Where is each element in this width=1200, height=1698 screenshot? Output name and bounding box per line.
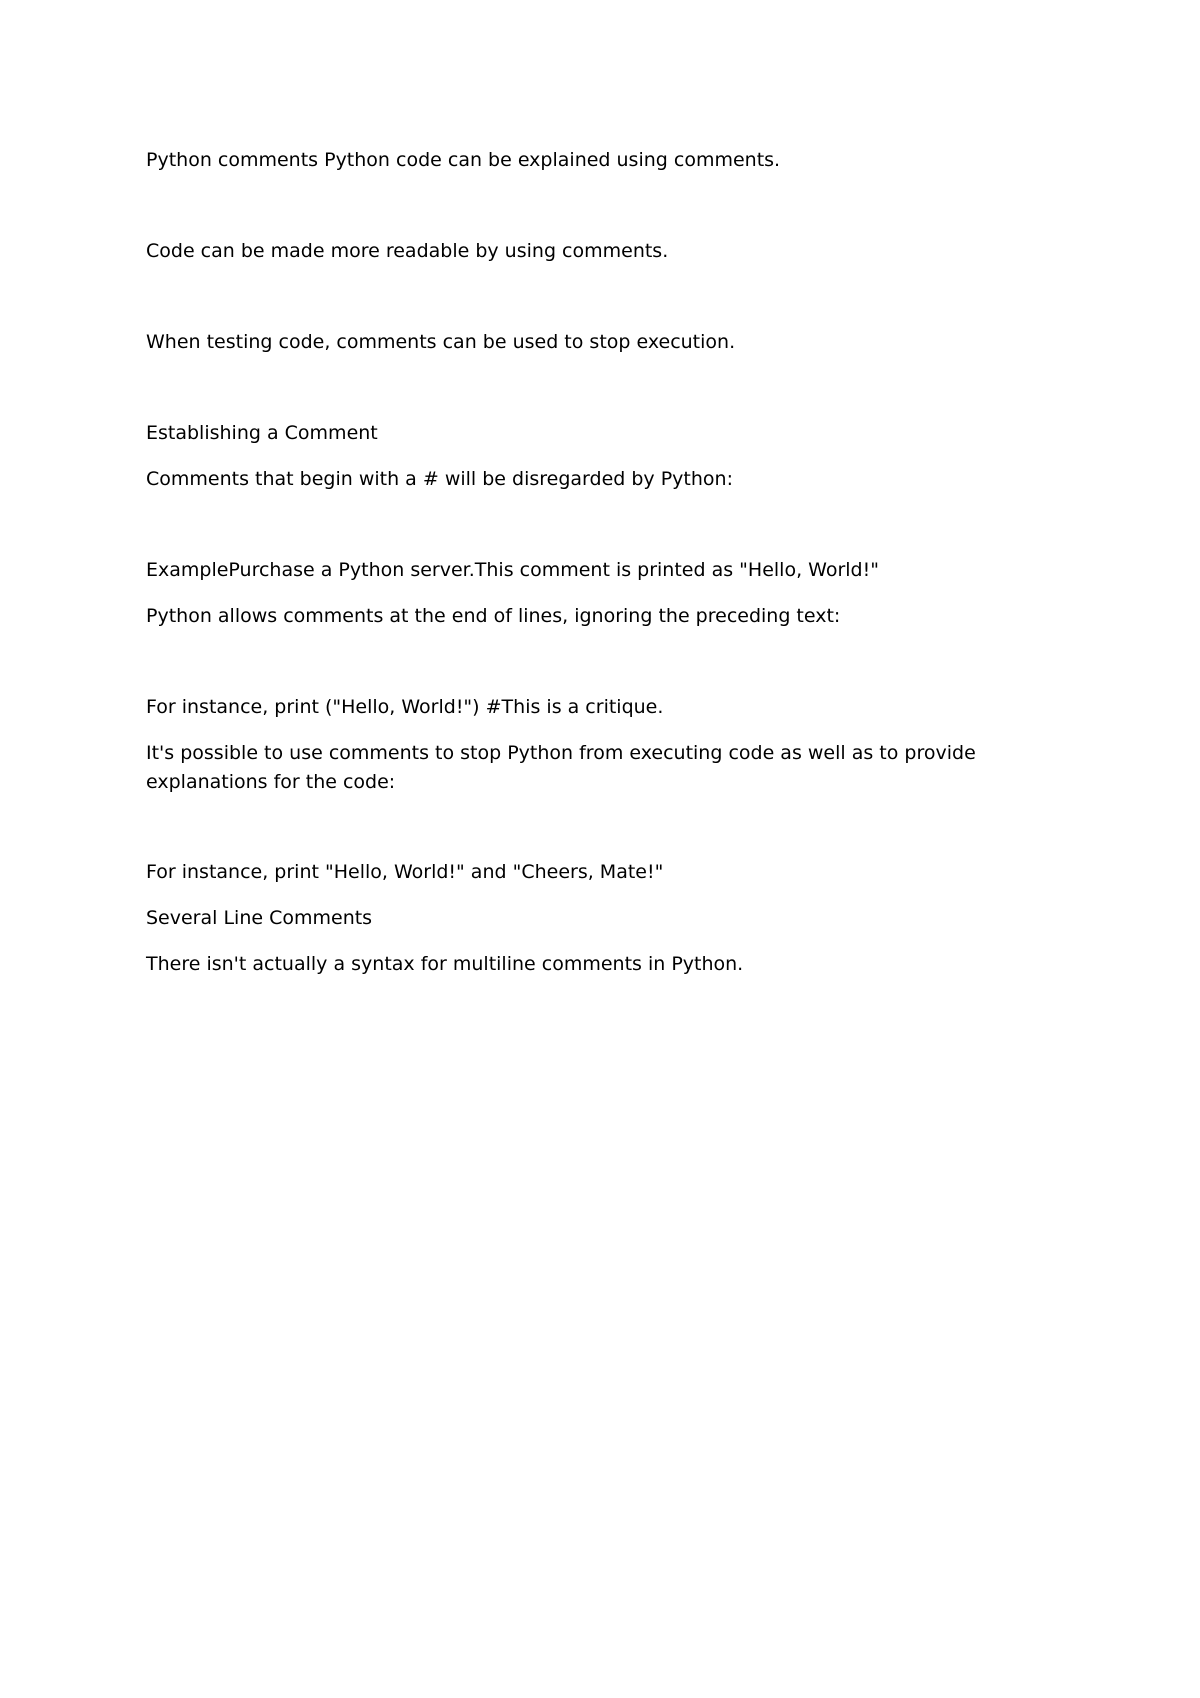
heading-establishing-comment: Establishing a Comment [146,422,378,444]
paragraph-hash-comments: Comments that begin with a # will be disregarded by Python: [146,468,733,490]
paragraph-instance-critique: For instance, print ("Hello, World!") #This is a critique. [146,696,664,718]
paragraph-intro: Python comments Python code can be explained using comments. [146,149,781,171]
paragraph-stop-execution: It's possible to use comments to stop Python from executing code as well as to provide explanations for the code: [146,742,976,793]
paragraph-end-of-line: Python allows comments at the end of lines, ignoring the preceding text: [146,605,841,627]
paragraph-instance-cheers: For instance, print "Hello, World!" and "Cheers, Mate!" [146,861,664,883]
paragraph-example-server: ExamplePurchase a Python server.This comment is printed as "Hello, World!" [146,559,879,581]
paragraph-multiline: There isn't actually a syntax for multiline comments in Python. [146,953,744,975]
paragraph-readability: Code can be made more readable by using comments. [146,240,669,262]
paragraph-testing: When testing code, comments can be used to stop execution. [146,331,736,353]
heading-several-line-comments: Several Line Comments [146,907,373,929]
